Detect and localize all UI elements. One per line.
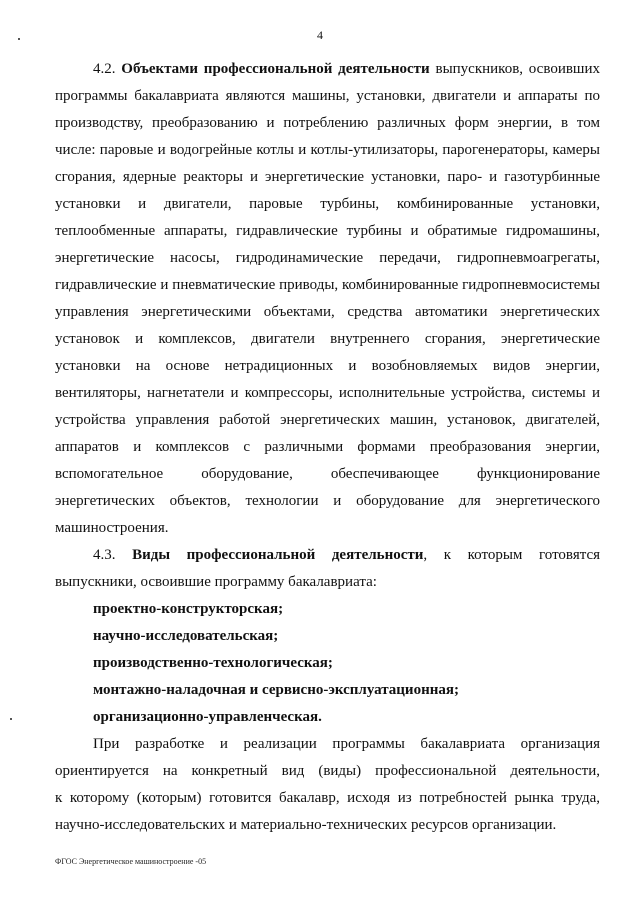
paragraph-line: энергетических объектов, технологии и оборудование для энергетического <box>55 493 600 509</box>
paragraph-line: ориентируется на конкретный вид (виды) профессиональной деятельности, <box>55 763 600 779</box>
paragraph-line: числе: паровые и водогрейные котлы и котлы-утилизаторы, парогенераторы, камеры <box>55 142 600 158</box>
paragraph-line: программы бакалавриата являются машины, установки, двигатели и аппараты по <box>55 88 600 104</box>
closing-paragraph <box>55 731 600 839</box>
section-heading: Виды профессиональной деятельности <box>132 547 424 563</box>
paragraph-line: производству, преобразованию и потреблению различных форм энергии, в том <box>55 115 600 131</box>
paragraph-line: При разработке и реализации программы бакалавриата организация <box>93 736 600 752</box>
paragraph-line: гидравлические и пневматические приводы, комбинированные гидропневмосистемы <box>55 277 600 293</box>
section-number: 4.3. <box>93 547 116 563</box>
paragraph-line: выпускники, освоившие программу бакалавриата: <box>55 574 377 590</box>
page-number: 4 <box>317 28 323 42</box>
paragraph-line: установок и комплексов, двигатели внутреннего сгорания, энергетические <box>55 331 600 347</box>
scan-mark <box>10 718 12 720</box>
paragraph-line: установки на основе нетрадиционных и возобновляемых видов энергии, <box>55 358 600 374</box>
activity-list-item: научно-исследовательская; <box>93 628 279 644</box>
section-4-2 <box>55 56 600 542</box>
section-heading: Объектами профессиональной деятельности <box>121 61 430 77</box>
activity-list-item: монтажно-наладочная и сервисно-эксплуатационная; <box>93 682 459 698</box>
paragraph-line: вентиляторы, нагнетатели и компрессоры, исполнительные устройства, системы и <box>55 385 600 401</box>
paragraph-line: вспомогательное оборудование, обеспечивающее функционирование <box>55 466 600 482</box>
activity-list-item: проектно-конструкторская; <box>93 601 284 617</box>
paragraph-line: теплообменные аппараты, гидравлические турбины и обратимые гидромашины, <box>55 223 600 239</box>
paragraph-line: научно-исследовательских и материально-технических ресурсов организации. <box>55 817 557 833</box>
paragraph-line: устройства управления работой энергетических машин, установок, двигателей, <box>55 412 600 428</box>
paragraph-text: , к которым готовятся <box>423 547 601 563</box>
paragraph-line: установки и двигатели, паровые турбины, комбинированные установки, <box>55 196 600 212</box>
paragraph-line: энергетические насосы, гидродинамические передачи, гидропневмоагрегаты, <box>55 250 600 266</box>
activity-list-item: производственно-технологическая; <box>93 655 333 671</box>
paragraph-line: управления энергетическими объектами, средства автоматики энергетических <box>55 304 600 320</box>
paragraph-line <box>55 56 600 83</box>
paragraph-line: к которому (которым) готовится бакалавр, исходя из потребностей рынка труда, <box>55 790 600 806</box>
activity-list-item: организационно-управленческая. <box>93 709 322 725</box>
paragraph-text: выпускников, освоивших <box>435 61 601 77</box>
paragraph-line: машиностроения. <box>55 520 169 536</box>
paragraph-line <box>55 542 600 569</box>
section-4-3 <box>55 542 600 731</box>
document-body <box>55 56 600 839</box>
paragraph-line: сгорания, ядерные реакторы и энергетические установки, паро- и газотурбинные <box>55 169 600 185</box>
paragraph-line: аппаратов и комплексов с различными формами преобразования энергии, <box>55 439 600 455</box>
page-footer: ФГОС Энергетическое машиностроение -05 <box>55 857 207 866</box>
section-number: 4.2. <box>93 61 116 77</box>
